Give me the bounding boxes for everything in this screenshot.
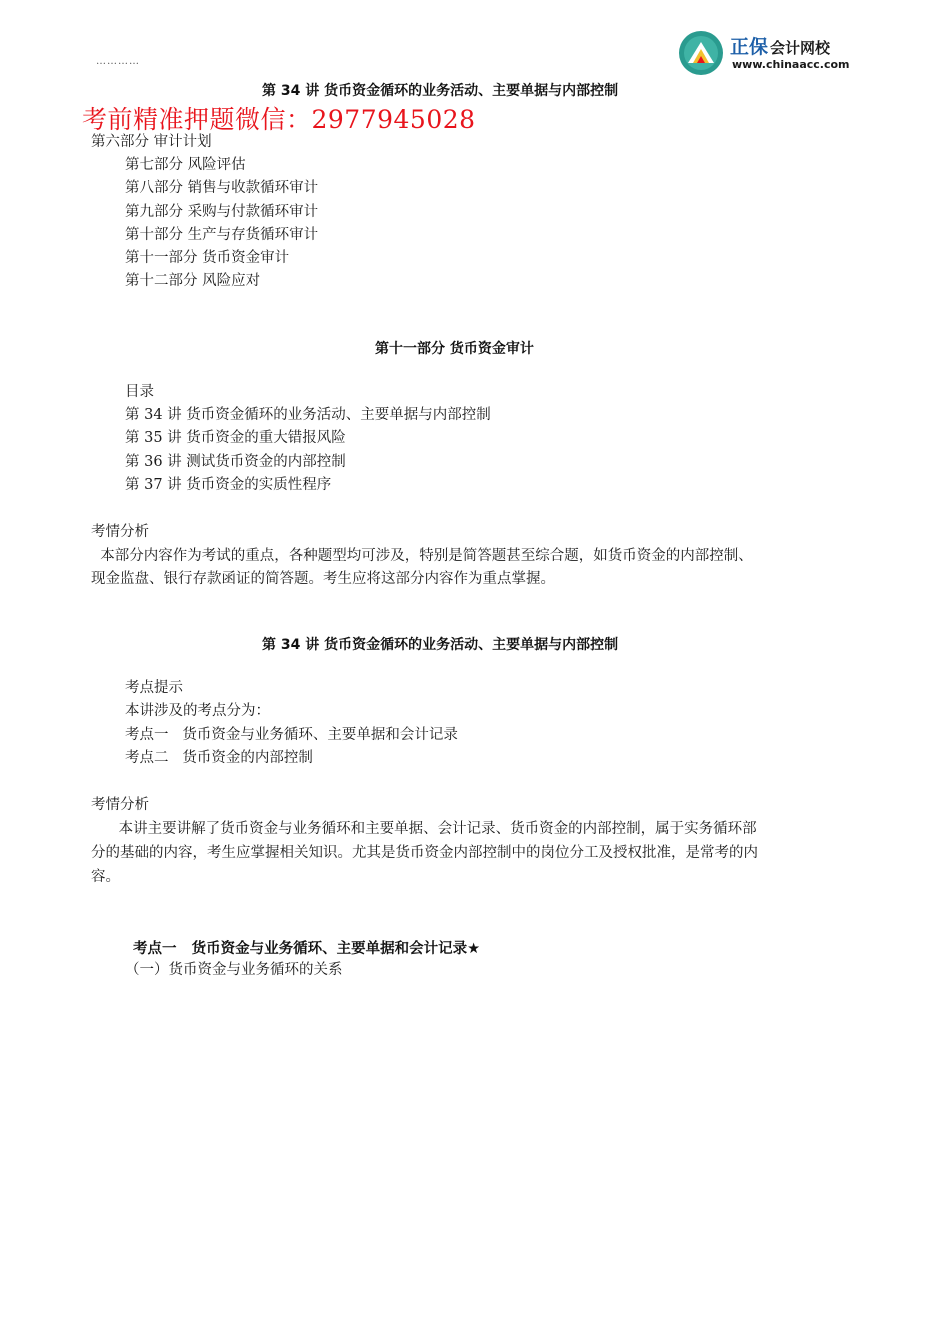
points-intro: 本讲涉及的考点分为： bbox=[125, 703, 270, 719]
analysis-text-line: 现金监盘、银行存款函证的简答题。考生应将这部分内容作为重点掌握。 bbox=[91, 571, 555, 587]
point-item: 考点二 货币资金的内部控制 bbox=[125, 750, 313, 766]
toc-item[interactable]: 第 37 讲 货币资金的实质性程序 bbox=[125, 477, 332, 493]
analysis-text-line: 分的基础的内容，考生应掌握相关知识。尤其是货币资金内部控制中的岗位分工及授权批准，是常考的内 bbox=[91, 845, 758, 861]
toc-item[interactable]: 第 34 讲 货币资金循环的业务活动、主要单据与内部控制 bbox=[125, 407, 491, 423]
chinaacc-logo[interactable] bbox=[678, 28, 868, 80]
point-item: 考点一 货币资金与业务循环、主要单据和会计记录 bbox=[125, 727, 458, 743]
toc-item[interactable]: 第 36 讲 测试货币资金的内部控制 bbox=[125, 454, 346, 470]
outline-item: 第十二部分 风险应对 bbox=[125, 273, 261, 289]
toc-item[interactable]: 第 35 讲 货币资金的重大错报风险 bbox=[125, 430, 346, 446]
outline-item: 第十一部分 货币资金审计 bbox=[125, 250, 290, 266]
logo-brand-main: 正保 bbox=[730, 36, 769, 58]
corner-text: ………… bbox=[96, 56, 140, 66]
analysis-text-line: 本部分内容作为考试的重点，各种题型均可涉及，特别是简答题甚至综合题，如货币资金的内部控制、 bbox=[91, 548, 753, 564]
outline-item: 第十部分 生产与存货循环审计 bbox=[125, 227, 319, 243]
toc-label: 目录 bbox=[125, 384, 154, 400]
outline-item: 第八部分 销售与收款循环审计 bbox=[125, 180, 319, 196]
promo-banner: 考前精准押题微信：2977945028 bbox=[82, 105, 476, 134]
analysis-text-line: 本讲主要讲解了货币资金与业务循环和主要单据、会计记录、货币资金的内部控制，属于实务循环部 bbox=[91, 821, 757, 837]
key-point-subtitle: （一）货币资金与业务循环的关系 bbox=[125, 962, 343, 978]
analysis-label: 考情分析 bbox=[91, 797, 149, 813]
section-title: 第十一部分 货币资金审计 bbox=[375, 341, 534, 357]
key-point-title: 考点一 货币资金与业务循环、主要单据和会计记录★ bbox=[133, 941, 481, 957]
top-lecture-title: 第 34 讲 货币资金循环的业务活动、主要单据与内部控制 bbox=[262, 83, 619, 99]
logo-brand-sub: 会计网校 bbox=[770, 39, 831, 57]
outline-part6: 第六部分 审计计划 bbox=[91, 134, 212, 150]
logo-mark-icon bbox=[678, 30, 724, 76]
logo-url: www.chinaacc.com bbox=[732, 58, 850, 71]
lecture-title: 第 34 讲 货币资金循环的业务活动、主要单据与内部控制 bbox=[262, 637, 619, 653]
outline-item: 第七部分 风险评估 bbox=[125, 157, 246, 173]
analysis-text-line: 容。 bbox=[91, 869, 120, 885]
logo-brand bbox=[730, 32, 830, 59]
outline-item: 第九部分 采购与付款循环审计 bbox=[125, 204, 319, 220]
points-label: 考点提示 bbox=[125, 680, 183, 696]
analysis-label: 考情分析 bbox=[91, 524, 149, 540]
